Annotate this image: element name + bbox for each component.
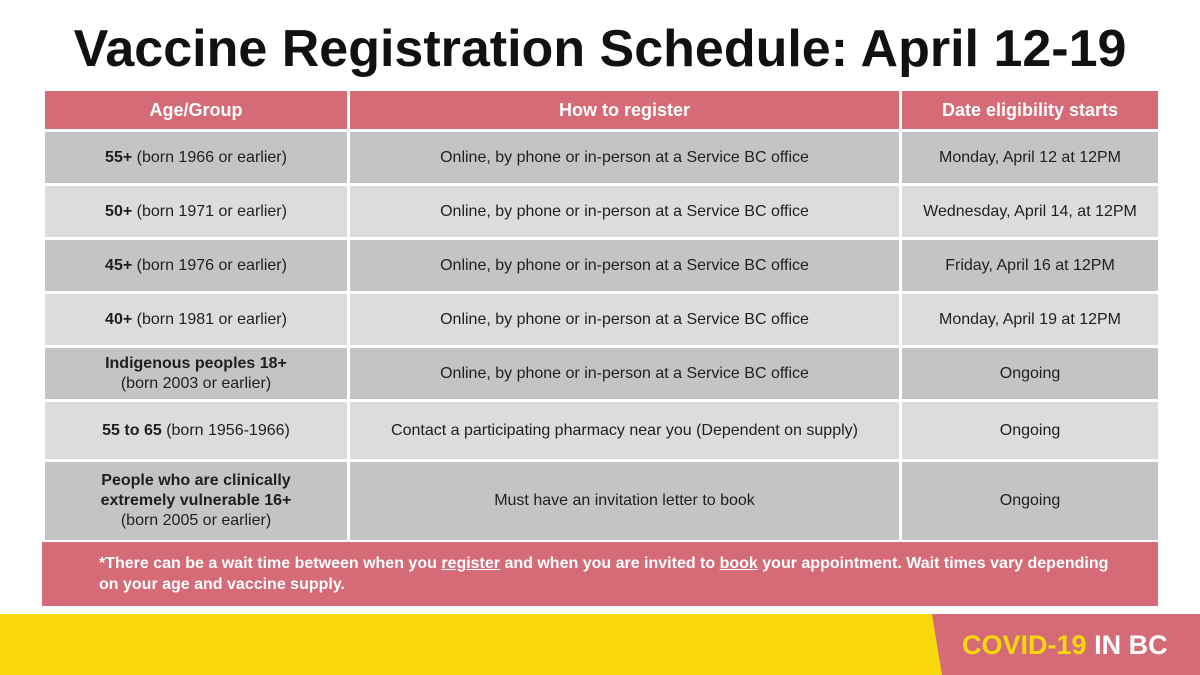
table-row <box>45 132 1158 183</box>
table-row <box>45 348 1158 399</box>
cell-eligibility-date: Friday, April 16 at 12PM <box>902 240 1158 291</box>
age-label-line1: People who are clinically <box>101 472 291 489</box>
birth-year-label: (born 1981 or earlier) <box>132 310 287 328</box>
covid-label: COVID-19 <box>962 630 1087 660</box>
header-age-group: Age/Group <box>45 91 347 129</box>
birth-year-label: (born 2005 or earlier) <box>120 512 272 529</box>
covid-in-bc-logo <box>962 629 1168 661</box>
page-title: Vaccine Registration Schedule: April 12-19 <box>73 20 1127 78</box>
cell-how-to-register: Contact a participating pharmacy near you (Dependent on supply) <box>350 402 899 459</box>
cell-how-to-register: Online, by phone or in-person at a Service BC office <box>350 348 899 399</box>
cell-age-group <box>45 402 347 459</box>
age-label: Indigenous peoples 18+ <box>105 354 287 372</box>
region-label: IN BC <box>1094 630 1168 660</box>
table-row <box>45 402 1158 459</box>
cell-eligibility-date: Ongoing <box>902 402 1158 459</box>
cell-eligibility-date: Ongoing <box>902 462 1158 540</box>
table-row <box>45 186 1158 237</box>
birth-year-label: (born 1976 or earlier) <box>132 256 287 274</box>
age-label: 55+ <box>105 148 133 166</box>
book-link[interactable]: book <box>719 555 758 572</box>
cell-how-to-register: Online, by phone or in-person at a Service BC office <box>350 240 899 291</box>
cell-eligibility-date: Wednesday, April 14, at 12PM <box>902 186 1158 237</box>
table-row <box>45 462 1158 540</box>
table-header-row <box>45 91 1158 129</box>
age-label-line2: extremely vulnerable 16+ <box>100 492 292 509</box>
cell-how-to-register: Must have an invitation letter to book <box>350 462 899 540</box>
note-text-3: your appointment. Wait times vary depending on your age and vaccine supply. <box>99 555 1109 593</box>
birth-year-label: (born 2003 or earlier) <box>120 374 272 392</box>
note-text-2: and when you are invited to <box>500 555 720 572</box>
wait-time-note <box>42 542 1158 606</box>
cell-eligibility-date: Monday, April 12 at 12PM <box>902 132 1158 183</box>
cell-eligibility-date: Ongoing <box>902 348 1158 399</box>
header-how-to-register: How to register <box>350 91 899 129</box>
cell-age-group <box>45 462 347 540</box>
birth-year-label: (born 1971 or earlier) <box>132 202 287 220</box>
age-label: 55 to 65 <box>102 421 162 439</box>
age-label: 40+ <box>105 310 133 328</box>
cell-age-group <box>45 294 347 345</box>
table-row <box>45 240 1158 291</box>
cell-age-group <box>45 132 347 183</box>
birth-year-label: (born 1966 or earlier) <box>132 148 287 166</box>
cell-how-to-register: Online, by phone or in-person at a Service BC office <box>350 186 899 237</box>
table-row <box>45 294 1158 345</box>
cell-age-group <box>45 348 347 399</box>
register-link[interactable]: register <box>441 555 501 572</box>
note-text-1: *There can be a wait time between when you <box>99 555 442 572</box>
cell-age-group <box>45 240 347 291</box>
cell-eligibility-date: Monday, April 19 at 12PM <box>902 294 1158 345</box>
age-label: 50+ <box>105 202 133 220</box>
cell-how-to-register: Online, by phone or in-person at a Service BC office <box>350 294 899 345</box>
cell-age-group <box>45 186 347 237</box>
birth-year-label: (born 1956-1966) <box>161 421 290 439</box>
header-date-eligibility: Date eligibility starts <box>902 91 1158 129</box>
cell-how-to-register: Online, by phone or in-person at a Service BC office <box>350 132 899 183</box>
age-label: 45+ <box>105 256 133 274</box>
schedule-table <box>42 88 1161 543</box>
